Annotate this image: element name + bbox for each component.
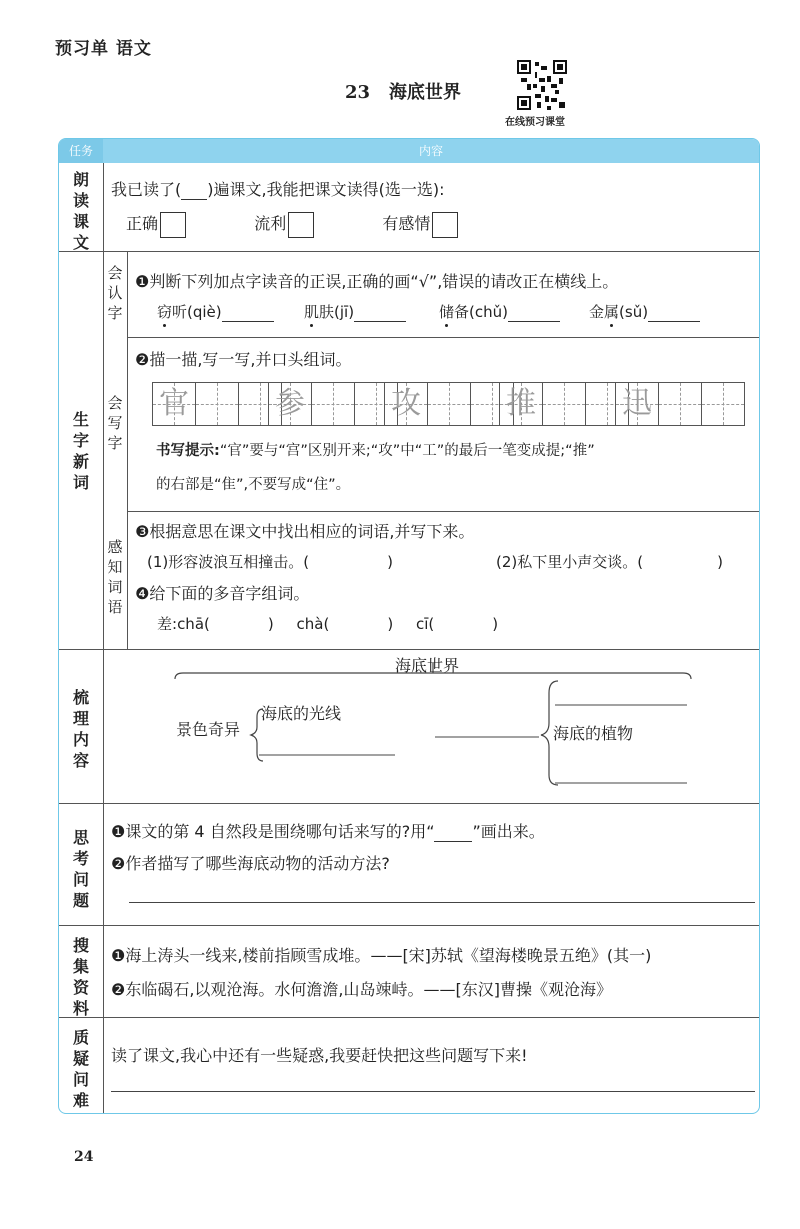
- trace-cell[interactable]: 攻: [384, 382, 428, 426]
- outline-left-branch: 景色奇异: [176, 720, 241, 739]
- trace-cell[interactable]: 官: [152, 382, 196, 426]
- row-divider: [127, 337, 759, 338]
- answer-blank-1[interactable]: [222, 321, 274, 322]
- write-cell[interactable]: [542, 382, 586, 426]
- write-cell[interactable]: [311, 382, 355, 426]
- materials-row-label: 搜集资料: [72, 936, 89, 1018]
- writing-grid-5: [615, 382, 744, 426]
- questions-row-label: 思考问题: [72, 828, 89, 910]
- writing-grid-1: [152, 382, 281, 426]
- lesson-number: 23: [345, 82, 371, 103]
- polyphone-line: 差:chā( ) chà( ) cī( ): [157, 615, 499, 633]
- option-emotion-label: 有感情: [382, 214, 431, 233]
- reading-options: [126, 211, 458, 238]
- perceive-question-2: (2)私下里小声交谈。( ): [496, 553, 723, 571]
- write-instruction: ❷描一描,写一写,并口头组词。: [135, 350, 352, 369]
- row-divider: [59, 1017, 759, 1018]
- perceive-question-1: (1)形容波浪互相撞击。( ): [147, 553, 393, 571]
- subcolumn-divider: [127, 251, 128, 649]
- trace-cell[interactable]: 参: [268, 382, 312, 426]
- page-number: 24: [74, 1149, 94, 1165]
- pinyin-item-3: 储备(chǔ): [439, 301, 560, 322]
- outline-right-item-2: 海底的植物: [553, 724, 634, 743]
- answer-line[interactable]: [129, 902, 755, 903]
- lesson-title: [345, 78, 461, 104]
- row-divider: [59, 925, 759, 926]
- row-divider: [59, 251, 759, 252]
- write-cell[interactable]: [195, 382, 239, 426]
- writing-tip-line-1: 书写提示:“官”要与“宫”区别开来;“攻”中“工”的最后一笔变成提;“推”: [156, 443, 595, 459]
- qr-caption: 在线预习课堂: [505, 117, 565, 128]
- doubts-prompt: 读了课文,我心中还有一些疑惑,我要赶快把这些问题写下来!: [111, 1046, 528, 1065]
- trace-cell[interactable]: 迅: [615, 382, 659, 426]
- pinyin-item-4: 金属(sǔ): [589, 301, 700, 322]
- option-correct-checkbox[interactable]: [160, 212, 186, 238]
- qr-code-icon[interactable]: [517, 60, 567, 110]
- write-cell[interactable]: [658, 382, 702, 426]
- answer-blank-4[interactable]: [648, 321, 700, 322]
- perceive-sublabel: 感知词语: [107, 538, 123, 616]
- pinyin-item-2: 肌肤(jī): [304, 301, 406, 322]
- writing-grid-4: [499, 382, 628, 426]
- option-fluent-label: 流利: [254, 214, 287, 233]
- row-divider: [59, 803, 759, 804]
- outline-left-item-1: 海底的光线: [261, 704, 342, 723]
- recognize-sublabel: 会认字: [107, 264, 123, 322]
- outline-row-label: 梳理内容: [72, 688, 89, 770]
- task-column-header: 任务: [59, 139, 103, 163]
- material-1: ❶海上涛头一线来,楼前指顾雪成堆。——[宋]苏轼《望海楼晚景五绝》(其一): [111, 946, 652, 965]
- write-cell[interactable]: [427, 382, 471, 426]
- trace-cell[interactable]: 推: [499, 382, 543, 426]
- writing-tip-line-2: 的右部是“隹”,不要写成“住”。: [156, 477, 351, 493]
- content-column-header: 内容: [418, 144, 443, 158]
- reading-count-blank[interactable]: [181, 199, 207, 200]
- table-header: [59, 139, 759, 163]
- option-fluent-checkbox[interactable]: [288, 212, 314, 238]
- pinyin-item-1: 窃听(qiè): [157, 301, 274, 322]
- perceive-instruction: ❸根据意思在课文中找出相应的词语,并写下来。: [135, 522, 475, 541]
- reading-prompt: 我已读了( )遍课文,我能把课文读得(选一选):: [111, 180, 445, 199]
- polyphone-instruction: ❹给下面的多音字组词。: [135, 584, 310, 603]
- write-sublabel: 会写字: [107, 394, 123, 452]
- write-cell[interactable]: [701, 382, 745, 426]
- question-2: ❷作者描写了哪些海底动物的活动方法?: [111, 854, 390, 873]
- question-1: ❶课文的第 4 自然段是围绕哪句话来写的?用“ ”画出来。: [111, 822, 545, 841]
- option-emotion-checkbox[interactable]: [432, 212, 458, 238]
- answer-blank-2[interactable]: [354, 321, 406, 322]
- recognize-instruction: ❶判断下列加点字读音的正误,正确的画“√”,错误的请改正在横线上。: [135, 272, 619, 291]
- writing-grid-3: [384, 382, 513, 426]
- option-correct-label: 正确: [126, 214, 159, 233]
- row-divider: [127, 511, 759, 512]
- doubts-row-label: 质疑问难: [72, 1028, 89, 1110]
- writing-grid-2: [268, 382, 397, 426]
- underline-sample: [434, 841, 472, 842]
- worksheet-table: [58, 138, 760, 1114]
- new-words-row-label: 生字新词: [72, 410, 89, 492]
- material-2: ❷东临碣石,以观沧海。水何澹澹,山岛竦峙。——[东汉]曹操《观沧海》: [111, 980, 613, 999]
- book-subject-header: 预习单 语文: [55, 39, 152, 59]
- outline-root: 海底世界: [395, 656, 460, 675]
- writing-tip-label: 书写提示:: [156, 443, 220, 459]
- lesson-name: 海底世界: [388, 82, 461, 103]
- answer-line[interactable]: [111, 1091, 755, 1092]
- answer-blank-3[interactable]: [508, 321, 560, 322]
- reading-row-label: 朗读课文: [72, 170, 89, 252]
